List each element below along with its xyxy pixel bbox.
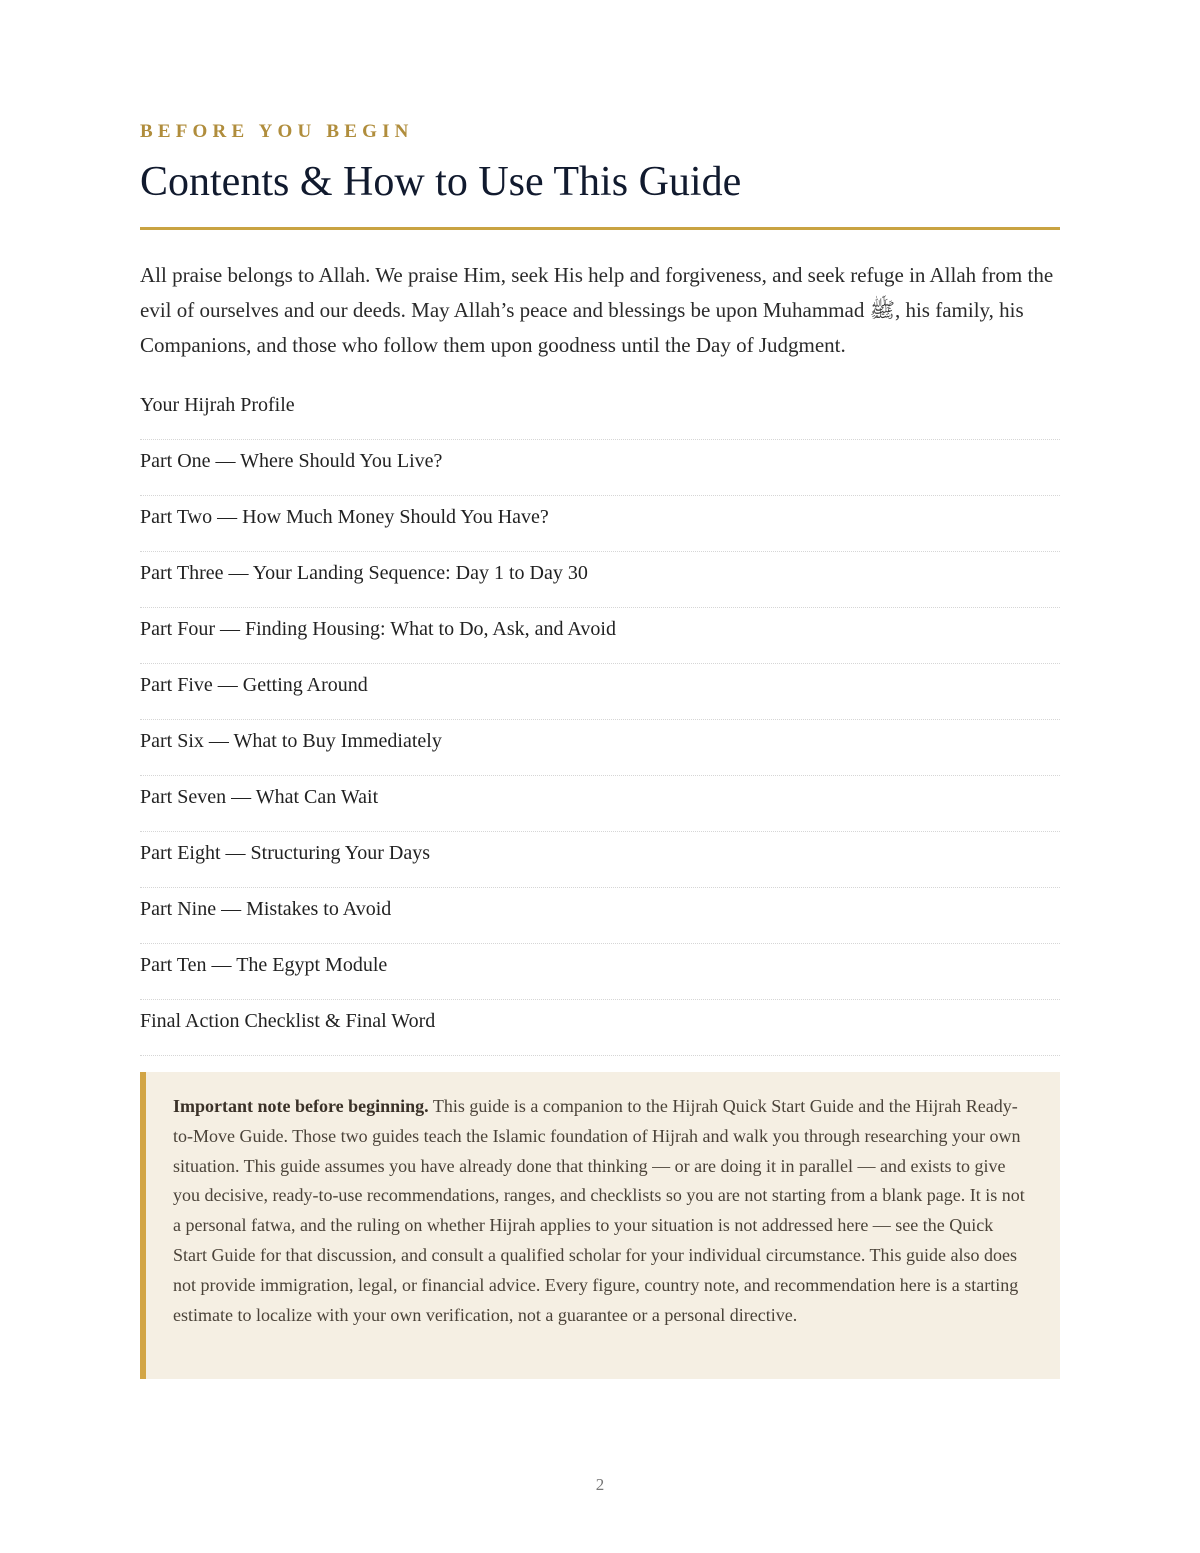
toc-item-label: Part Ten — The Egypt Module xyxy=(140,954,388,976)
note-body: This guide is a companion to the Hijrah Quick Start Guide and the Hijrah Ready-to-Move Guide. Those two guides teach the Islamic foundation of Hijrah and walk you through researching your own situation. This guide assumes you have already done that thinking — or are doing it in parallel — and exists to give you decisive, ready-to-use recommendations, ranges, and checklists so you are not starting from a blank page. It is not a personal fatwa, and the ruling on whether Hijrah applies to your situation is not addressed here — see the Quick Start Guide for that discussion, and consult a qualified scholar for your individual circumstance. This guide also does not provide immigration, legal, or financial advice. Every figure, country note, and recommendation here is a starting estimate to localize with your own verification, not a guarantee or a personal directive. xyxy=(173,1096,1025,1325)
toc-item[interactable] xyxy=(140,776,1060,832)
intro-paragraph: All praise belongs to Allah. We praise Him, seek His help and forgiveness, and seek refuge in Allah from the evil of ourselves and our deeds. May Allah’s peace and blessings be upon Muhammad ﷺ, his family, his Companions, and those who follow them upon goodness until the Day of Judgment. xyxy=(140,263,1054,357)
toc-item-label: Part Three — Your Landing Sequence: Day 1 to Day 30 xyxy=(140,562,588,584)
section-eyebrow: BEFORE YOU BEGIN xyxy=(140,121,414,142)
toc-item-label: Part Four — Finding Housing: What to Do, Ask, and Avoid xyxy=(140,618,616,640)
toc-item-label: Your Hijrah Profile xyxy=(140,394,295,416)
toc-item[interactable] xyxy=(140,888,1060,944)
important-note-callout xyxy=(140,1072,1060,1379)
toc-item[interactable] xyxy=(140,384,1060,440)
toc-item[interactable] xyxy=(140,496,1060,552)
toc-item-label: Part One — Where Should You Live? xyxy=(140,450,443,472)
toc-item-label: Part Two — How Much Money Should You Have? xyxy=(140,506,549,528)
toc-item[interactable] xyxy=(140,440,1060,496)
note-lead: Important note before beginning. xyxy=(173,1096,429,1116)
toc-item[interactable] xyxy=(140,552,1060,608)
toc-item-label: Final Action Checklist & Final Word xyxy=(140,1010,436,1032)
toc-item[interactable] xyxy=(140,608,1060,664)
toc-item[interactable] xyxy=(140,832,1060,888)
note-text xyxy=(173,1092,1030,1330)
toc-item-label: Part Five — Getting Around xyxy=(140,674,368,696)
toc-item[interactable] xyxy=(140,720,1060,776)
page-number: 2 xyxy=(595,1475,605,1494)
toc-item[interactable] xyxy=(140,944,1060,1000)
toc-item[interactable] xyxy=(140,664,1060,720)
table-of-contents xyxy=(140,384,1060,1056)
page-title: Contents & How to Use This Guide xyxy=(140,159,742,205)
toc-item-label: Part Six — What to Buy Immediately xyxy=(140,730,442,752)
toc-item[interactable] xyxy=(140,1000,1060,1056)
toc-item-label: Part Nine — Mistakes to Avoid xyxy=(140,898,392,920)
title-divider xyxy=(140,227,1060,230)
toc-item-label: Part Seven — What Can Wait xyxy=(140,786,379,808)
toc-item-label: Part Eight — Structuring Your Days xyxy=(140,842,430,864)
